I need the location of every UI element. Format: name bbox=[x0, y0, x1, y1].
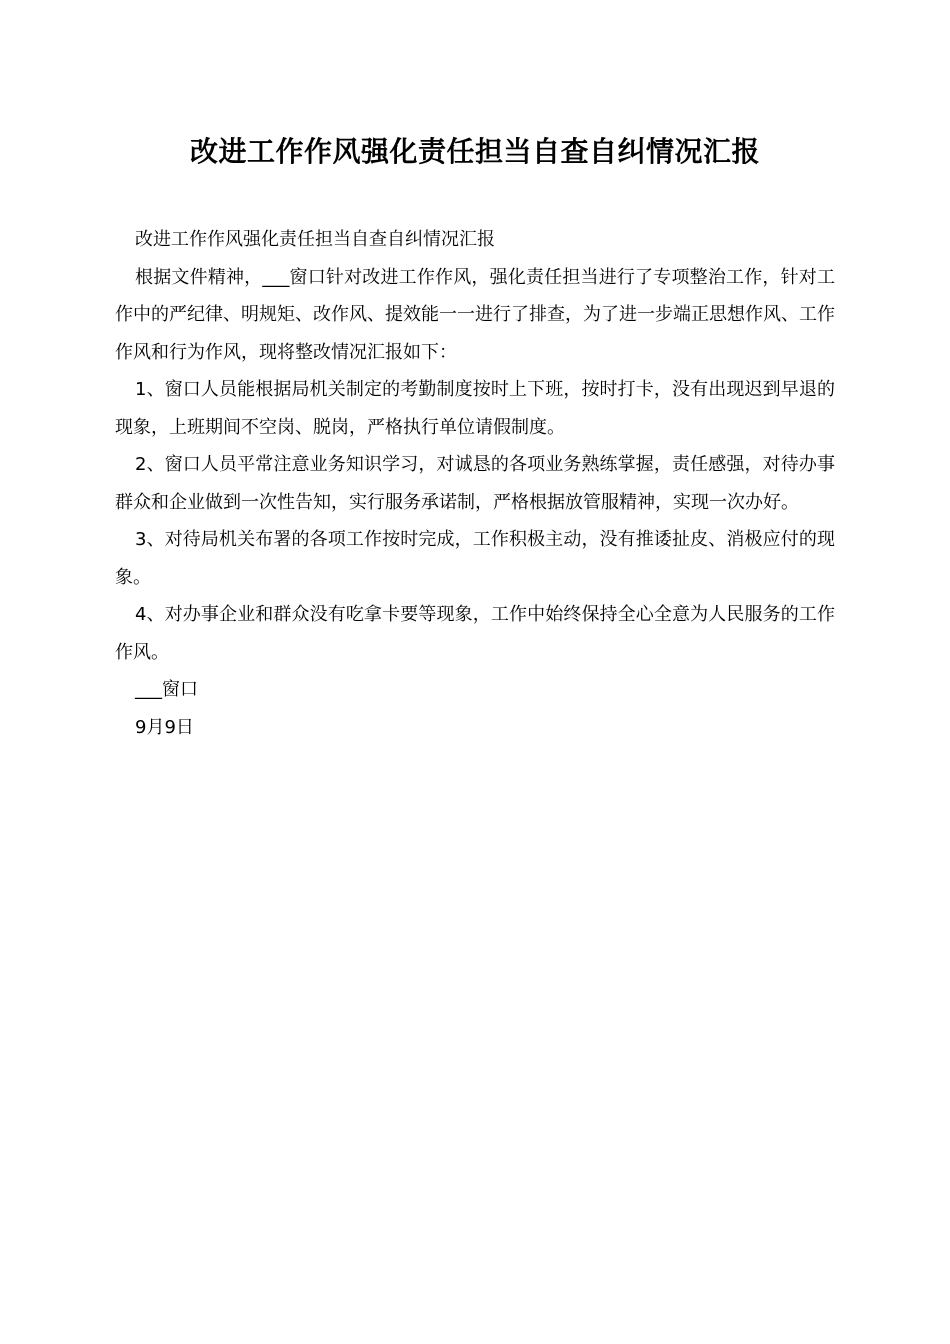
item-1-paragraph: 1、窗口人员能根据局机关制定的考勤制度按时上下班，按时打卡，没有出现迟到早退的现象，上班期间不空岗、脱岗，严格执行单位请假制度。 bbox=[115, 379, 835, 438]
item-4-paragraph: 4、对办事企业和群众没有吃拿卡要等现象，工作中始终保持全心全意为人民服务的工作作风。 bbox=[115, 604, 835, 663]
intro-paragraph: 根据文件精神，___窗口针对改进工作作风，强化责任担当进行了专项整治工作，针对工作中的严纪律、明规矩、改作风、提效能一一进行了排查，为了进一步端正思想作风、工作作风和行为作风，现将整改情况汇报如下： bbox=[115, 266, 835, 363]
date-line: 9月9日 bbox=[135, 716, 194, 738]
document-title: 改进工作作风强化责任担当自查自纠情况汇报 bbox=[189, 135, 760, 168]
item-2-paragraph: 2、窗口人员平常注意业务知识学习，对诚恳的各项业务熟练掌握，责任感强，对待办事群众和企业做到一次性告知，实行服务承诺制，严格根据放管服精神，实现一次办好。 bbox=[115, 454, 835, 513]
subtitle-paragraph: 改进工作作风强化责任担当自查自纠情况汇报 bbox=[135, 229, 495, 250]
signature-line: ___窗口 bbox=[135, 679, 198, 700]
item-3-paragraph: 3、对待局机关布署的各项工作按时完成，工作积极主动，没有推诿扯皮、消极应付的现象。 bbox=[115, 529, 835, 588]
document-body bbox=[115, 221, 835, 746]
